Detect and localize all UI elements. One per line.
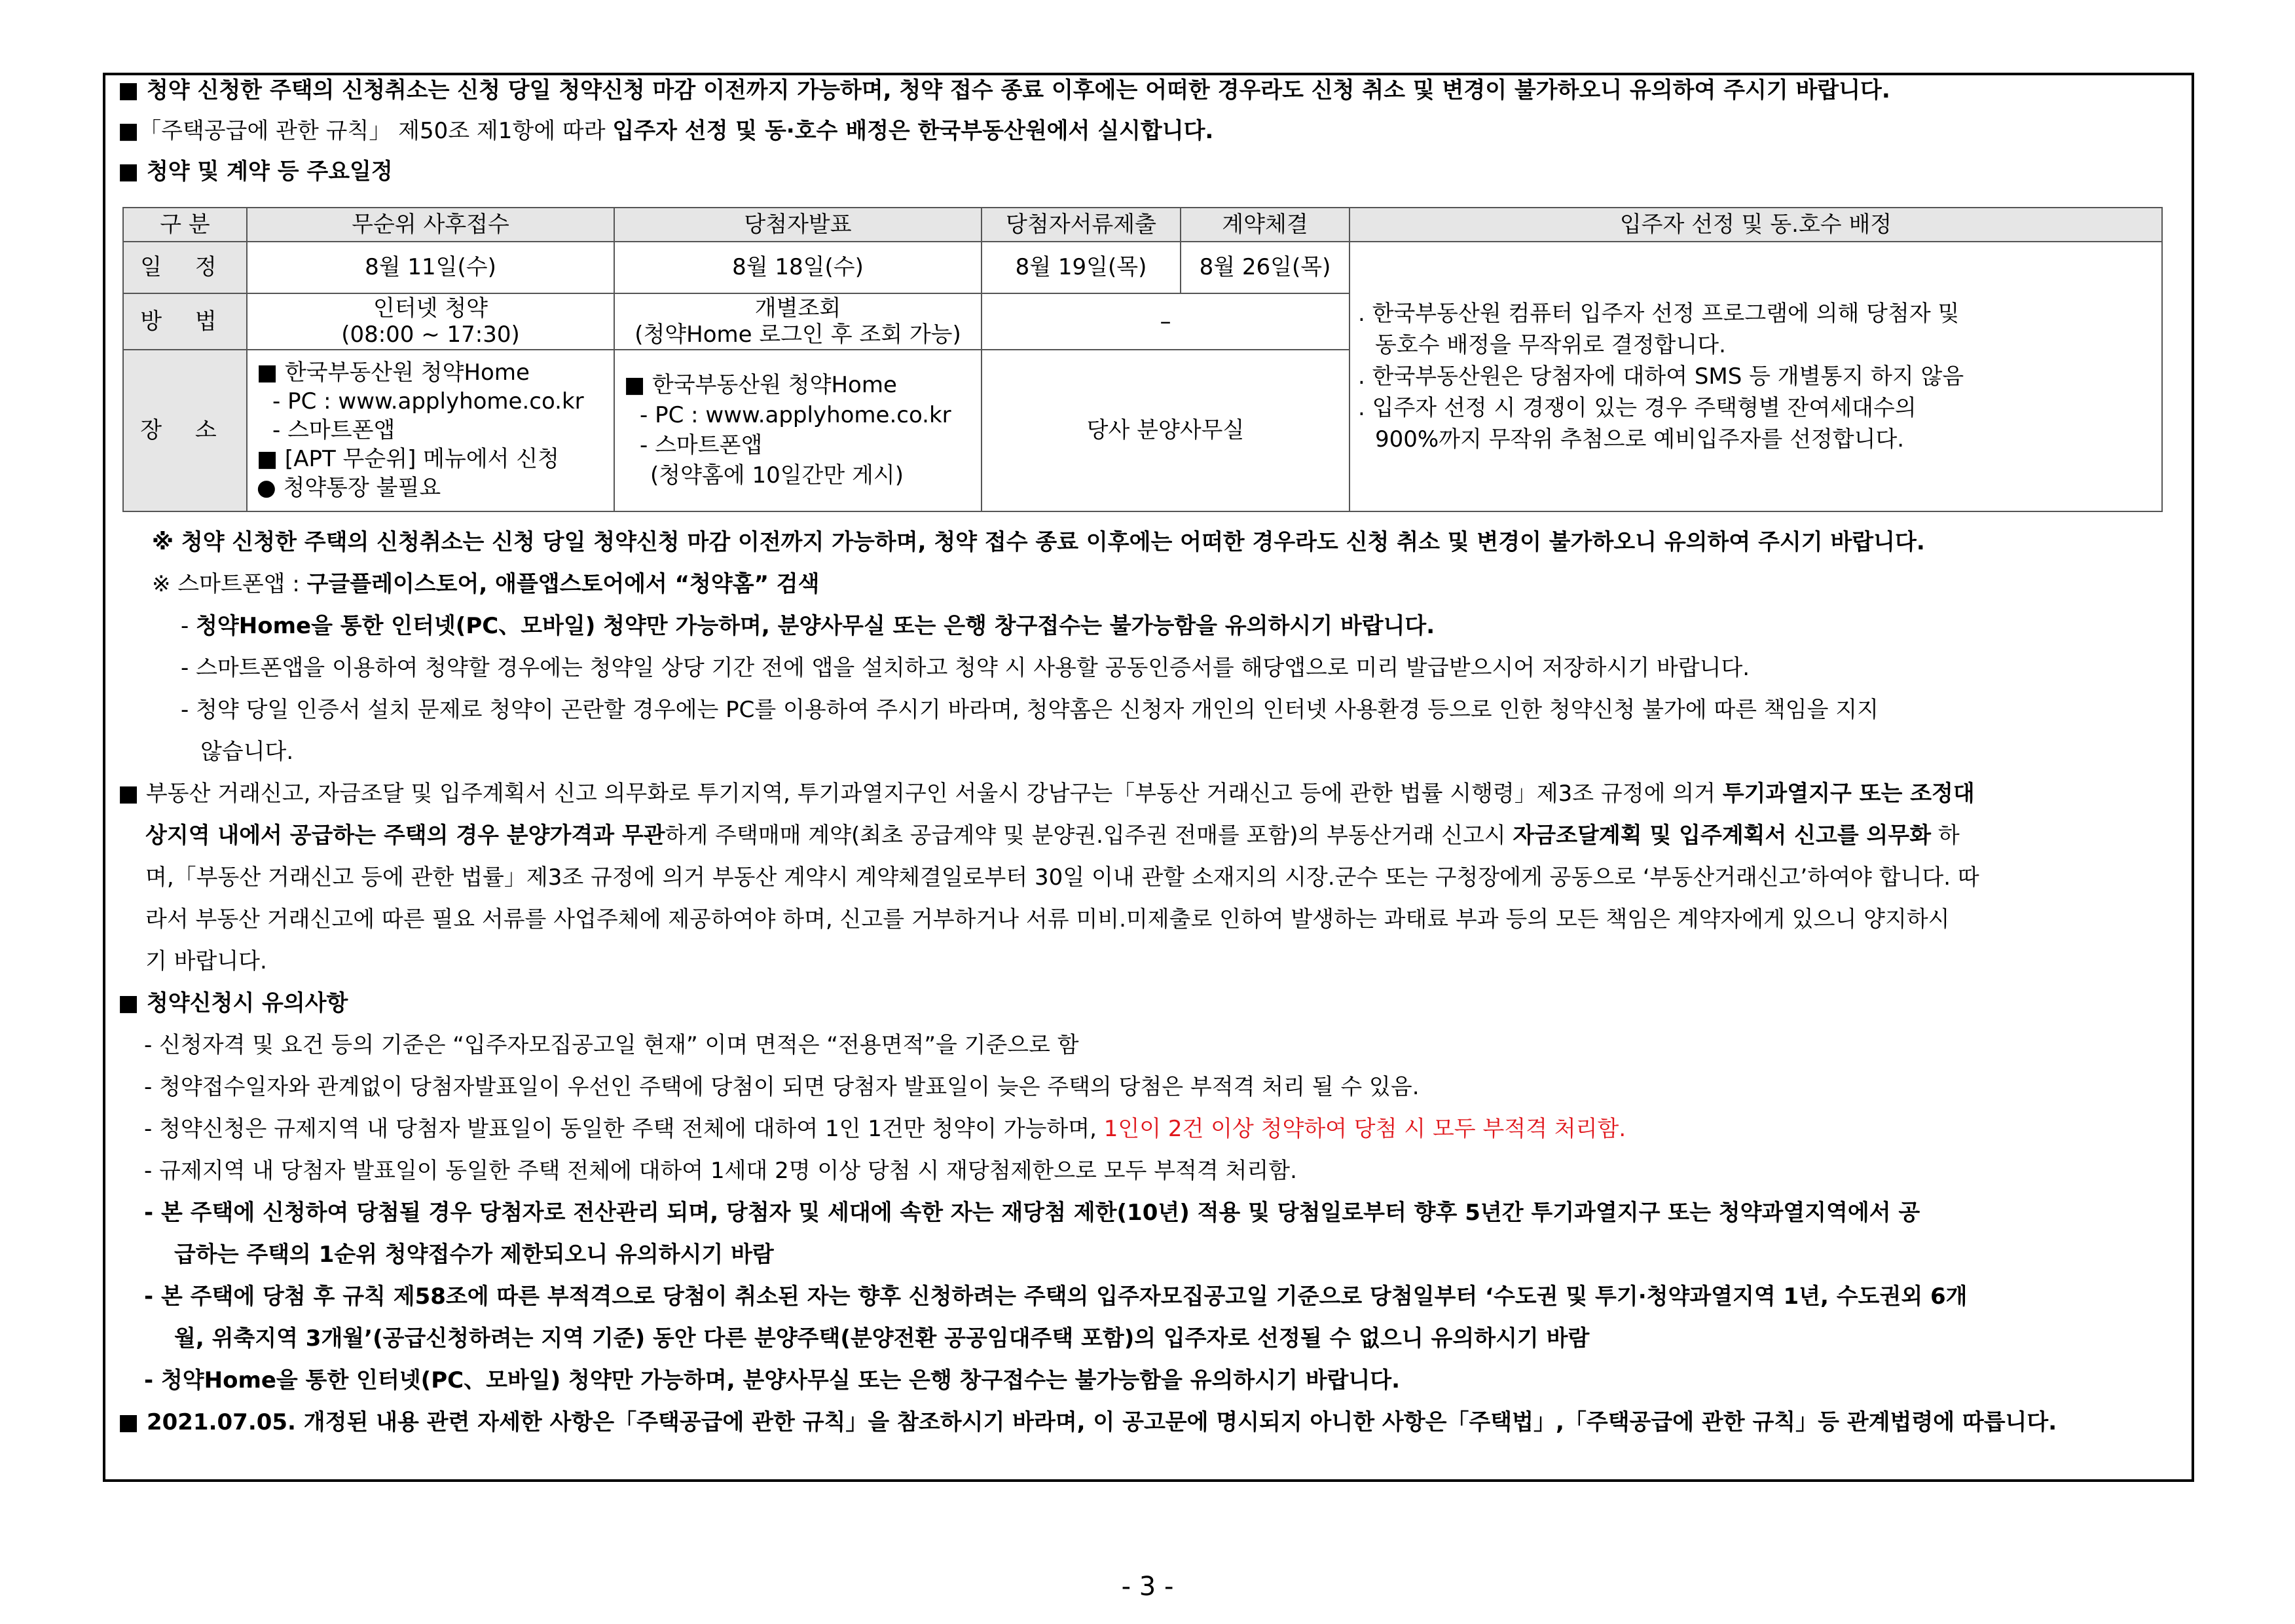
place-line: ■ 한국부동산원 청약Home (257, 360, 530, 386)
header-category: 구 분 (123, 208, 247, 242)
row-label-place: 장 소 (123, 350, 247, 511)
place-line: ■ 한국부동산원 청약Home (624, 372, 897, 399)
method-line: (08:00 ~ 17:30) (341, 321, 520, 348)
real-estate-bold: 상지역 내에서 공급하는 주택의 경우 분양가격과 무관 (145, 822, 665, 849)
method-unranked-apply (247, 293, 614, 350)
note-pc-apply: - 청약 당일 인증서 설치 문제로 청약이 곤란할 경우에는 PC를 이용하여 주시기 바라며, 청약홈은 신청자 개인의 인터넷 사용환경 등으로 인한 청약신청 불가에 따른 책임을 지지 (181, 697, 1879, 723)
header-document-submit: 당첨자서류제출 (982, 208, 1181, 242)
page-number: - 3 - (1121, 1572, 1174, 1602)
assignment-line: . 한국부동산원은 당첨자에 대하여 SMS 등 개별통지 하지 않음 (1358, 363, 1964, 390)
method-line: (청약Home 로그인 후 조회 가능) (634, 321, 961, 348)
method-winner-announce (614, 293, 982, 350)
caution-item: - 본 주택에 신청하여 당첨될 경우 당첨자로 전산관리 되며, 당첨자 및 세대에 속한 자는 재당첨 제한(10년) 적용 및 당첨일로부터 향후 5년간 투기과열지구 또는 청약과열지역에서 공 (144, 1200, 1920, 1226)
schedule-header-row (123, 208, 2162, 242)
schedule-date-row (123, 242, 2162, 293)
caution-item-cont: 급하는 주택의 1순위 청약접수가 제한되오니 유의하시기 바람 (174, 1242, 774, 1268)
place-line: - PC : www.applyhome.co.kr (640, 402, 951, 429)
note-dash: - (181, 613, 196, 639)
place-line: ■ [APT 무순위] 메뉴에서 신청 (257, 446, 560, 473)
assignment-line: 동호수 배정을 무작위로 결정합니다. (1375, 332, 1726, 359)
method-line: 인터넷 청약 (373, 295, 488, 322)
header-winner-announce: 당첨자발표 (614, 208, 982, 242)
note-pc-apply-cont: 않습니다. (200, 739, 294, 765)
caution-title: ■ 청약신청시 유의사항 (118, 990, 348, 1016)
schedule-heading: ■ 청약 및 계약 등 주요일정 (118, 158, 393, 185)
notice-rule-50-bold: 입주자 선정 및 동·호수 배정은 한국부동산원에서 실시합니다. (612, 118, 1214, 144)
note-internet-only-text: 청약Home을 통한 인터넷(PC、모바일) 청약만 가능하며, 분양사무실 또는 은행 창구접수는 불가능함을 유의하시기 바랍니다. (196, 613, 1435, 639)
place-sales-office: 당사 분양사무실 (982, 350, 1349, 511)
header-contract: 계약체결 (1181, 208, 1349, 242)
place-line: - 스마트폰앱 (640, 432, 763, 459)
real-estate-bold: 자금조달계획 및 입주계획서 신고를 의무화 (1513, 822, 1932, 849)
caution-item: - 신청자격 및 요건 등의 기준은 “입주자모집공고일 현재” 이며 면적은 “전용면적”을 기준으로 함 (144, 1032, 1079, 1058)
schedule-table (122, 207, 2163, 512)
note-smartphone-label: ※ 스마트폰앱 : (152, 571, 307, 597)
place-winner-announce (614, 350, 982, 511)
real-estate-line: 며,「부동산 거래신고 등에 관한 법률」제3조 규정에 의거 부동산 계약시 계약체결일로부터 30일 이내 관할 소재지의 시장.군수 또는 구청장에게 공동으로 ‘부동산거래신고’하여야 합니다. 따 (145, 864, 1979, 891)
header-unranked-apply: 무순위 사후접수 (247, 208, 614, 242)
assignment-description (1349, 242, 2162, 511)
real-estate-line: 기 바랍니다. (145, 948, 267, 974)
caution-text: - 청약신청은 규제지역 내 당첨자 발표일이 동일한 주택 전체에 대하여 1인 1건만 청약이 가능하며, (144, 1116, 1104, 1142)
date-winner-announce: 8월 18일(수) (614, 242, 982, 293)
assignment-line: . 한국부동산원 컴퓨터 입주자 선정 프로그램에 의해 당첨자 및 (1358, 301, 1960, 327)
notice-rule-50 (118, 117, 1213, 145)
method-line: 개별조회 (754, 295, 841, 322)
caution-item: - 청약접수일자와 관계없이 당첨자발표일이 우선인 주택에 당첨이 되면 당첨자 발표일이 늦은 주택의 당첨은 부적격 처리 될 수 있음. (144, 1074, 1420, 1100)
footer-notice: ■ 2021.07.05. 개정된 내용 관련 자세한 사항은「주택공급에 관한 규칙」을 참조하시기 바라며, 이 공고문에 명시되지 아니한 사항은「주택법」,「주택공급에 관한 규칙」등 관계법령에 따릅니다. (118, 1409, 2057, 1435)
assignment-line: . 입주자 선정 시 경쟁이 있는 경우 주택형별 잔여세대수의 (1358, 395, 1917, 422)
real-estate-bold: 투기과열지구 또는 조정대 (1722, 781, 1975, 807)
date-unranked-apply: 8월 11일(수) (247, 242, 614, 293)
date-document-submit: 8월 19일(목) (982, 242, 1181, 293)
caution-item (144, 1115, 1626, 1143)
caution-item-cont: 월, 위축지역 3개월’(공급신청하려는 지역 기준) 동안 다른 분양주택(분양전환 공공임대주택 포함)의 입주자로 선정될 수 없으니 유의하시기 바람 (174, 1325, 1590, 1352)
note-smartphone-app (152, 570, 819, 599)
real-estate-line (118, 779, 1975, 808)
note-certificate: - 스마트폰앱을 이용하여 청약할 경우에는 청약일 상당 기간 전에 앱을 설치하고 청약 시 사용할 공동인증서를 해당앱으로 미리 발급받으시어 저장하시기 바랍니다. (181, 655, 1750, 681)
row-label-method: 방 법 (123, 293, 247, 350)
real-estate-line: 라서 부동산 거래신고에 따른 필요 서류를 사업주체에 제공하여야 하며, 신고를 거부하거나 서류 미비.미제출로 인하여 발생하는 과태료 부과 등의 모든 책임은 계약자에게 있으니 양지하시 (145, 906, 1950, 932)
real-estate-text: 하게 주택매매 계약(최초 공급계약 및 분양권.입주권 전매를 포함)의 부동산거래 신고시 (665, 822, 1513, 849)
note-smartphone-search: 구글플레이스토어, 애플앱스토어에서 “청약홈” 검색 (306, 571, 820, 597)
notice-cancel: ■ 청약 신청한 주택의 신청취소는 신청 당일 청약신청 마감 이전까지 가능하며, 청약 접수 종료 이후에는 어떠한 경우라도 신청 취소 및 변경이 불가하오니 유의하여 주시기 바랍니다. (118, 77, 1890, 103)
place-line: - PC : www.applyhome.co.kr (272, 388, 584, 415)
place-line: ● 청약통장 불필요 (257, 475, 441, 502)
real-estate-text: ■ 부동산 거래신고, 자금조달 및 입주계획서 신고 의무화로 투기지역, 투기과열지구인 서울시 강남구는「부동산 거래신고 등에 관한 법률 시행령」제3조 규정에 의거 (118, 781, 1723, 807)
method-document-contract: – (982, 293, 1349, 350)
caution-item: - 본 주택에 당첨 후 규칙 제58조에 따른 부적격으로 당첨이 취소된 자는 향후 신청하려는 주택의 입주자모집공고일 기준으로 당첨일부터 ‘수도권 및 투기·청약과열지역 1년, 수도권외 6개 (144, 1283, 1968, 1310)
note-cancel-repeat: ※ 청약 신청한 주택의 신청취소는 신청 당일 청약신청 마감 이전까지 가능하며, 청약 접수 종료 이후에는 어떠한 경우라도 신청 취소 및 변경이 불가하오니 유의하여 주시기 바랍니다. (152, 529, 1925, 555)
real-estate-text: 하 (1931, 822, 1960, 849)
caution-red-text: 1인이 2건 이상 청약하여 당첨 시 모두 부적격 처리함. (1103, 1116, 1626, 1142)
place-line: - 스마트폰앱 (272, 417, 395, 444)
caution-item: - 청약Home을 통한 인터넷(PC、모바일) 청약만 가능하며, 분양사무실 또는 은행 창구접수는 불가능함을 유의하시기 바랍니다. (144, 1367, 1401, 1393)
real-estate-line (145, 821, 1960, 850)
caution-item: - 규제지역 내 당첨자 발표일이 동일한 주택 전체에 대하여 1세대 2명 이상 당첨 시 재당첨제한으로 모두 부적격 처리함. (144, 1158, 1297, 1184)
assignment-line: 900%까지 무작위 추첨으로 예비입주자를 선정합니다. (1375, 426, 1905, 453)
header-assignment: 입주자 선정 및 동.호수 배정 (1349, 208, 2162, 242)
place-line: (청약홈에 10일간만 게시) (650, 462, 904, 489)
notice-rule-50-text: ■「주택공급에 관한 규칙」 제50조 제1항에 따라 (118, 118, 613, 144)
note-internet-only (181, 612, 1435, 640)
row-label-date: 일 정 (123, 242, 247, 293)
place-unranked-apply (247, 350, 614, 511)
date-contract: 8월 26일(목) (1181, 242, 1349, 293)
